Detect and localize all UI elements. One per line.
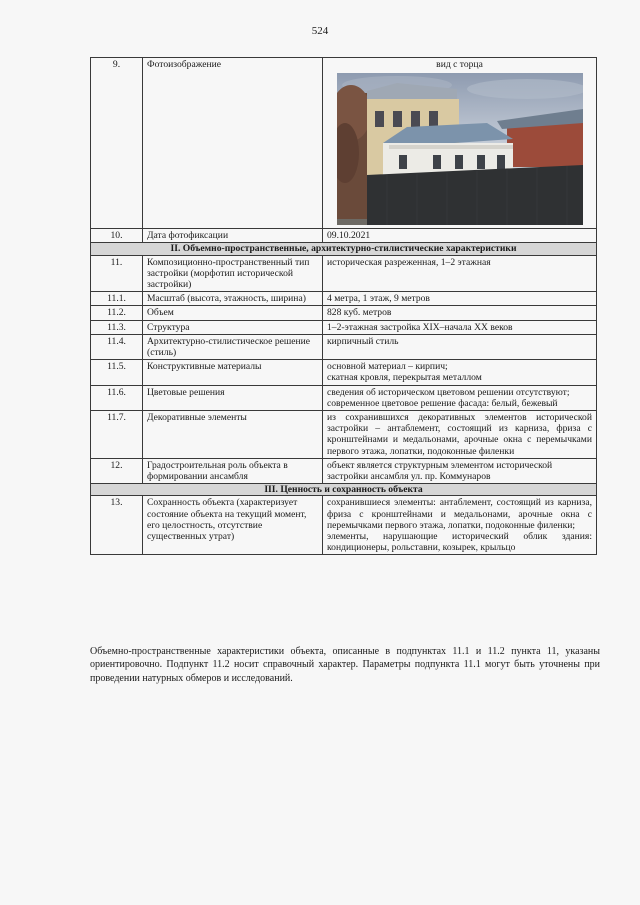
row-label: Градостроительная роль объекта в формировании ансамбля [143,458,323,483]
value-line: современное цветовое решение фасада: белый, бежевый [327,397,558,409]
row-label: Дата фотофиксации [143,229,323,243]
row-label: Сохранность объекта (характеризует состояние объекта на текущий момент, его целостность, отсутствие существенных утрат) [143,496,323,555]
photo-caption: вид с торца [436,59,483,70]
row-label: Фотоизображение [143,58,323,229]
row-value [323,58,597,229]
building-photo [337,73,583,225]
row-label: Декоративные элементы [143,411,323,459]
table-row [91,320,597,334]
row-label: Структура [143,320,323,334]
row-value: 1–2-этажная застройка XIX–начала XX веков [323,320,597,334]
table-row [91,306,597,320]
row-number: 11.1. [91,292,143,306]
value-line: элементы, нарушающие исторический облик здания: кондиционеры, рольставни, козырек, крыльцо [327,531,592,554]
page-number: 524 [311,25,329,37]
row-label: Цветовые решения [143,385,323,410]
row-value: кирпичный стиль [323,334,597,359]
table-row [91,411,597,459]
row-number: 11.4. [91,334,143,359]
table-row [91,385,597,410]
row-value [323,385,597,410]
row-label: Масштаб (высота, этажность, ширина) [143,292,323,306]
table-row [91,334,597,359]
table-row [91,255,597,292]
table-row [91,58,597,229]
row-value: объект является структурным элементом исторической застройки ансамбля ул. пр. Коммунаров [323,458,597,483]
row-number: 13. [91,496,143,555]
row-value [323,360,597,385]
section-title: III. Ценность и сохранность объекта [91,484,597,496]
row-number: 11. [91,255,143,292]
row-value: 828 куб. метров [323,306,597,320]
table-row [91,292,597,306]
section-header [91,243,597,255]
object-characteristics-table [90,57,597,555]
row-number: 11.7. [91,411,143,459]
row-number: 11.6. [91,385,143,410]
row-number: 11.5. [91,360,143,385]
row-number: 11.3. [91,320,143,334]
table-row [91,229,597,243]
row-value: 4 метра, 1 этаж, 9 метров [323,292,597,306]
value-line: основной материал – кирпич; [327,361,448,373]
row-label: Объем [143,306,323,320]
row-number: 9. [91,58,143,229]
footnote-paragraph: Объемно-пространственные характеристики объекта, описанные в подпунктах 11.1 и 11.2 пункта 11, указаны ориентировочно. Подпункт 11.2 носит справочный характер. Параметры подпункта 11.1 могут быть уточнены при проведении натурных обмеров и исследований. [90,646,600,684]
row-value: историческая разреженная, 1–2 этажная [323,255,597,292]
row-number: 12. [91,458,143,483]
row-label: Композиционно-пространственный тип застройки (морфотип исторической застройки) [143,255,323,292]
table-row [91,496,597,555]
value-line: скатная кровля, перекрытая металлом [327,372,482,384]
section-header [91,484,597,496]
row-value: из сохранившихся декоративных элементов исторической застройки – антаблемент, состоящий из карниза, фриза с кронштейнами и медальонами, арочные окна с перемычками первого этажа, лопатки, подоконные филенки [323,411,597,459]
row-label: Архитектурно-стилистическое решение (стиль) [143,334,323,359]
section-title: II. Объемно-пространственные, архитектурно-стилистические характеристики [91,243,597,255]
value-line: сведения об историческом цветовом решении отсутствуют; [327,386,570,398]
row-value: 09.10.2021 [323,229,597,243]
row-value [323,496,597,555]
row-label: Конструктивные материалы [143,360,323,385]
table-row [91,458,597,483]
table-row [91,360,597,385]
row-number: 10. [91,229,143,243]
value-line: сохранившиеся элементы: антаблемент, состоящий из карниза, фриза с кронштейнами и медальонами, арочные окна с перемычками первого этажа, лопатки, подоконные филенки; [327,497,592,531]
row-number: 11.2. [91,306,143,320]
